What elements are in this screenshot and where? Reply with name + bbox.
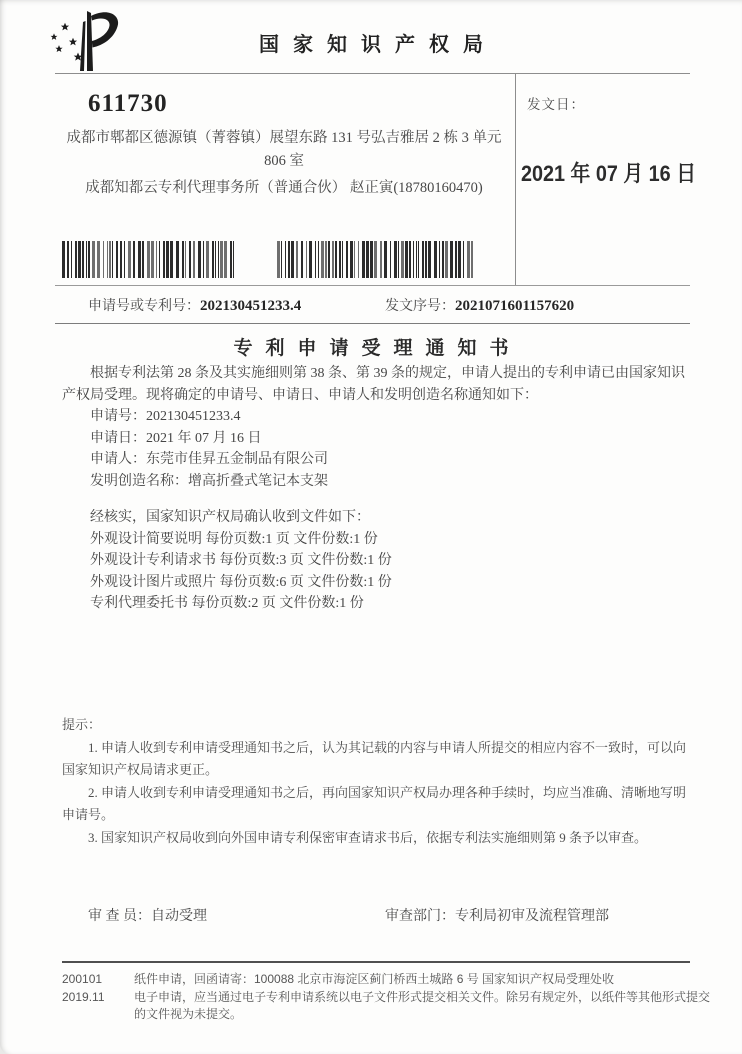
- field-application-number: 申请号：202130451233.4: [90, 409, 241, 424]
- recipient-address: [58, 127, 510, 173]
- spacer: [62, 492, 690, 507]
- examiner-field: [88, 905, 207, 925]
- form-code: 200101: [62, 972, 103, 986]
- postal-code: 611730: [88, 90, 168, 117]
- barcode-rule: [55, 285, 690, 286]
- department-value: 专利局初审及流程管理部: [455, 909, 609, 924]
- footer-row-paper: [62, 971, 710, 989]
- footer-row-electronic: [62, 989, 710, 1024]
- notice-body: [62, 363, 690, 615]
- tips-section: [62, 714, 696, 849]
- document-item: 外观设计图片或照片 每份页数:6 页 文件份数:1 份: [90, 574, 392, 590]
- department-label: 审查部门：: [385, 909, 455, 924]
- tip-item: 3. 国家知识产权局收到向外国申请专利保密审查请求书后，依据专利法实施细则第 9 条予以审查。: [88, 829, 648, 845]
- agent-line: 成都知都云专利代理事务所（普通合伙） 赵正寅(18780160470): [85, 180, 483, 196]
- barcode: [62, 241, 238, 278]
- confirm-intro: 经核实，国家知识产权局确认收到文件如下：: [90, 510, 370, 525]
- agency-title: 国家知识产权局: [259, 34, 497, 56]
- footer: [62, 971, 710, 1024]
- address-line-1: 成都市郫都区德源镇（菁蓉镇）展望东路 131 号弘吉雅居 2 栋 3 单元: [66, 130, 502, 146]
- tip-item: 2. 申请人收到专利申请受理通知书之后，再向国家知识产权局办理各种手续时，均应当准确、清晰地写明申请号。: [62, 784, 687, 822]
- examiner-label: 审 查 员：: [88, 909, 151, 924]
- title-rule: [55, 323, 690, 324]
- issue-date-label: 发文日：: [527, 97, 585, 112]
- application-number-label: 申请号或专利号：: [88, 299, 200, 314]
- application-number-value: 202130451233.4: [200, 298, 302, 314]
- tip-item: 1. 申请人收到专利申请受理通知书之后，认为其记载的内容与申请人所提交的相应内容不一致时，可以向国家知识产权局请求更正。: [62, 739, 687, 777]
- issue-date-value: 2021 年 07 月 16 日: [521, 161, 697, 186]
- electronic-filing-note: 电子申请，应当通过电子专利申请系统以电子文件形式提交相关文件。除另有规定外，以纸件等其他形式提交的文件视为未提交。: [134, 989, 711, 1021]
- header-rule: [55, 73, 690, 74]
- department-field: [385, 905, 609, 925]
- serial-number-field: [385, 295, 574, 315]
- footer-rule: [62, 961, 690, 963]
- intro-paragraph: 根据专利法第 28 条及其实施细则第 38 条、第 39 条的规定，申请人提出的专利申请已由国家知识产权局受理。现将确定的申请号、申请日、申请人和发明创造名称通知如下：: [62, 366, 685, 403]
- document-item: 外观设计简要说明 每份页数:1 页 文件份数:1 份: [90, 531, 378, 547]
- serial-number-value: 2021071601157620: [455, 298, 575, 314]
- field-filing-date: 申请日：2021 年 07 月 16 日: [90, 430, 262, 446]
- barcode: [277, 241, 475, 278]
- serial-number-label: 发文序号：: [385, 299, 455, 314]
- application-number-field: [88, 295, 301, 315]
- notice-title: 专利申请受理通知书: [233, 338, 522, 359]
- document-item: 专利代理委托书 每份页数:2 页 文件份数:1 份: [90, 596, 364, 611]
- examiner-value: 自动受理: [151, 909, 207, 924]
- document-item: 外观设计专利请求书 每份页数:3 页 文件份数:1 份: [90, 553, 392, 568]
- field-invention-title: 发明创造名称：增高折叠式笔记本支架: [90, 473, 328, 489]
- field-applicant: 申请人：东莞市佳昇五金制品有限公司: [90, 452, 328, 467]
- form-date: 2019.11: [62, 989, 105, 1004]
- paper-filing-note: 纸件申请，回函请寄：100088 北京市海淀区蓟门桥西土城路 6 号 国家知识产权局受理处收: [134, 972, 615, 986]
- tips-label: 提示：: [62, 717, 102, 732]
- address-line-2: 806 室: [264, 153, 304, 169]
- address-date-divider: [515, 73, 516, 285]
